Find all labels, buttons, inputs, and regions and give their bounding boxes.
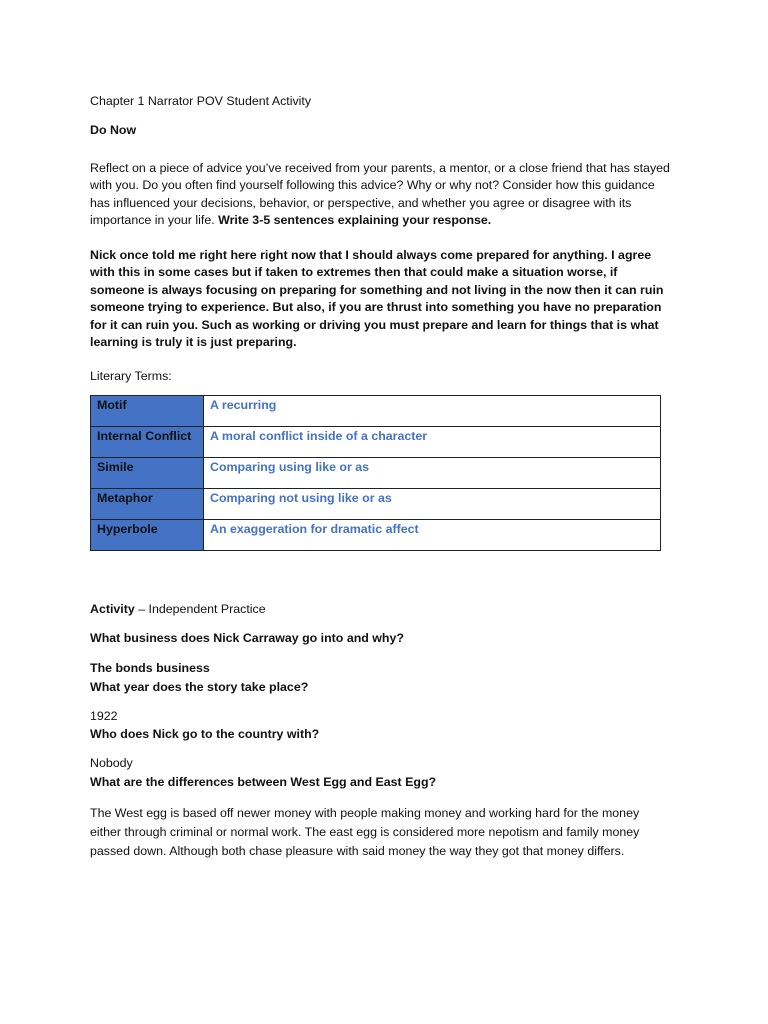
prompt-text: Reflect on a piece of advice you’ve received from your parents, a mentor, or a close friend that has stayed with you. Do you often find yourself following this advice? Why or why not? Consider how this guidance has influenced your decisions, behavior, or perspective, and whether you agree or disagree with its importance in your life. bbox=[90, 161, 670, 228]
table-row bbox=[91, 427, 661, 458]
activity-subtitle: – Independent Practice bbox=[134, 602, 266, 616]
definition-cell: A moral conflict inside of a character bbox=[204, 427, 661, 458]
question-1: What business does Nick Carraway go into and why? bbox=[90, 631, 404, 645]
definition-cell: An exaggeration for dramatic affect bbox=[204, 520, 661, 551]
do-now-prompt bbox=[90, 160, 670, 230]
question-3: Who does Nick go to the country with? bbox=[90, 727, 320, 741]
question-4: What are the differences between West Egg and East Egg? bbox=[90, 775, 437, 789]
definition-cell: Comparing using like or as bbox=[204, 458, 661, 489]
table-row bbox=[91, 396, 661, 427]
activity-label: Activity bbox=[90, 602, 135, 616]
answer-3: Nobody bbox=[90, 756, 133, 770]
answer-2: 1922 bbox=[90, 709, 118, 723]
term-cell: Internal Conflict bbox=[91, 427, 204, 458]
question-2: What year does the story take place? bbox=[90, 680, 309, 694]
answer-4: The West egg is based off newer money with people making money and working hard for the money either through criminal or normal work. The east egg is considered more nepotism and family money passed down. Although both chase pleasure with said money the way they got that money differs. bbox=[90, 806, 640, 858]
term-cell: Metaphor bbox=[91, 489, 204, 520]
table-row bbox=[91, 520, 661, 551]
term-cell: Hyperbole bbox=[91, 520, 204, 551]
literary-terms-table bbox=[90, 395, 661, 551]
definition-cell: Comparing not using like or as bbox=[204, 489, 661, 520]
term-cell: Simile bbox=[91, 458, 204, 489]
literary-terms-label: Literary Terms: bbox=[90, 369, 172, 383]
answer-1: The bonds business bbox=[90, 661, 210, 675]
do-now-heading: Do Now bbox=[90, 123, 137, 137]
definition-cell: A recurring bbox=[204, 396, 661, 427]
activity-heading bbox=[90, 602, 690, 616]
table-row bbox=[91, 489, 661, 520]
page-title: Chapter 1 Narrator POV Student Activity bbox=[90, 94, 312, 108]
student-response: Nick once told me right here right now that I should always come prepared for anything. I agree with this in some cases but if taken to extremes then that could make a situation worse, if someone is always focusing on preparing for something and not living in the now then it can ruin someone trying to experience. But also, if you are thrust into something you have no preparation for it can ruin you. Such as working or driving you must prepare and learn for things that is what learning is truly it is just preparing. bbox=[90, 248, 664, 350]
term-cell: Motif bbox=[91, 396, 204, 427]
prompt-instruction: Write 3-5 sentences explaining your response. bbox=[218, 213, 492, 228]
table-row bbox=[91, 458, 661, 489]
